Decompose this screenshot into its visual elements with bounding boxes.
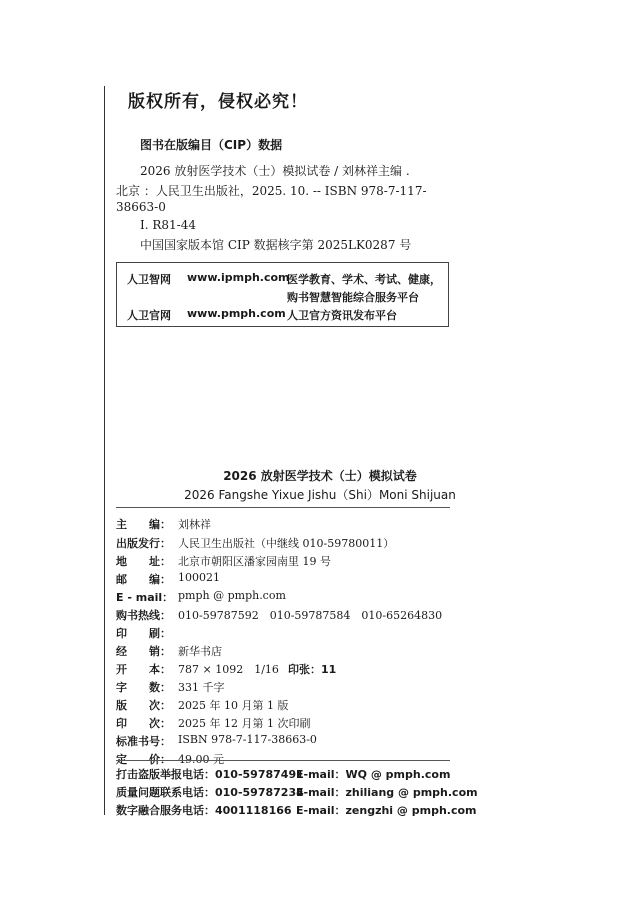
detail-label: 字 数： — [116, 681, 171, 694]
book-title-chinese: 2026 放射医学技术（士）模拟试卷 — [223, 469, 417, 483]
detail-label: 印 刷： — [116, 627, 171, 640]
detail-label: 开 本： — [116, 663, 171, 676]
detail-label: 标准书号： — [116, 735, 171, 748]
detail-label: 定 价： — [116, 753, 171, 766]
cip-line: 2026 放射医学技术（士）模拟试卷 / 刘林祥主编 . — [140, 164, 410, 178]
detail-label: E - mail： — [116, 591, 174, 604]
cip-heading: 图书在版编目（CIP）数据 — [140, 138, 283, 152]
contact-phone: 数字融合服务电话：4001118166 — [116, 804, 292, 817]
platform-description: 医学教育、学术、考试、健康， — [287, 273, 441, 286]
detail-value: 010-59787592 010-59787584 010-65264830 — [178, 609, 443, 622]
detail-label: 版 次： — [116, 699, 171, 712]
detail-value: 新华书店 — [178, 645, 222, 658]
detail-value: 100021 — [178, 571, 220, 584]
detail-value: 49.00 元 — [178, 753, 224, 766]
platform-name: 人卫官网 — [127, 309, 171, 322]
cip-line: 中国国家版本馆 CIP 数据核字第 2025LK0287 号 — [140, 238, 412, 252]
contact-email: E-mail：WQ @ pmph.com — [296, 768, 451, 781]
cip-line: 北京 ：人民卫生出版社，2025. 10. -- ISBN 978-7-117- — [116, 184, 427, 198]
detail-extra: 印张：11 — [288, 663, 337, 676]
detail-value: 北京市朝阳区潘家园南里 19 号 — [178, 555, 331, 568]
detail-value: 2025 年 10 月第 1 版 — [178, 699, 289, 712]
platform-url-link[interactable]: www.pmph.com — [187, 307, 286, 320]
contact-phone: 质量问题联系电话：010-59787234 — [116, 786, 304, 799]
publisher-platform-box — [116, 262, 449, 327]
margin-rule — [104, 86, 105, 815]
detail-label: 购书热线： — [116, 609, 171, 622]
detail-value: 人民卫生出版社（中继线 010-59780011） — [178, 537, 395, 550]
detail-label: 地 址： — [116, 555, 171, 568]
cip-line: 38663-0 — [116, 200, 166, 214]
detail-value: 787 × 1092 1/16 — [178, 663, 279, 676]
detail-value: 331 千字 — [178, 681, 225, 694]
divider — [116, 507, 450, 508]
contact-email: E-mail：zhiliang @ pmph.com — [296, 786, 478, 799]
platform-description: 购书智慧智能综合服务平台 — [287, 291, 419, 304]
platform-name: 人卫智网 — [127, 273, 171, 286]
detail-label: 主 编： — [116, 518, 171, 531]
cip-line: Ⅰ. R81-44 — [140, 218, 196, 232]
book-title-pinyin: 2026 Fangshe Yixue Jishu（Shi）Moni Shijuan — [184, 488, 456, 502]
detail-label: 邮 编： — [116, 573, 171, 586]
detail-label: 出版发行： — [116, 537, 171, 550]
platform-description: 人卫官方资讯发布平台 — [287, 309, 397, 322]
detail-value: pmph @ pmph.com — [178, 589, 286, 602]
divider — [116, 760, 450, 761]
contact-email: E-mail：zengzhi @ pmph.com — [296, 804, 477, 817]
contact-phone: 打击盗版举报电话：010-59787491 — [116, 768, 304, 781]
detail-value: 2025 年 12 月第 1 次印刷 — [178, 717, 311, 730]
detail-label: 经 销： — [116, 645, 171, 658]
detail-value: 刘林祥 — [178, 518, 211, 531]
copyright-notice: 版权所有，侵权必究！ — [128, 92, 308, 112]
platform-url-link[interactable]: www.ipmph.com — [187, 271, 290, 284]
detail-label: 印 次： — [116, 717, 171, 730]
detail-value: ISBN 978-7-117-38663-0 — [178, 733, 317, 746]
